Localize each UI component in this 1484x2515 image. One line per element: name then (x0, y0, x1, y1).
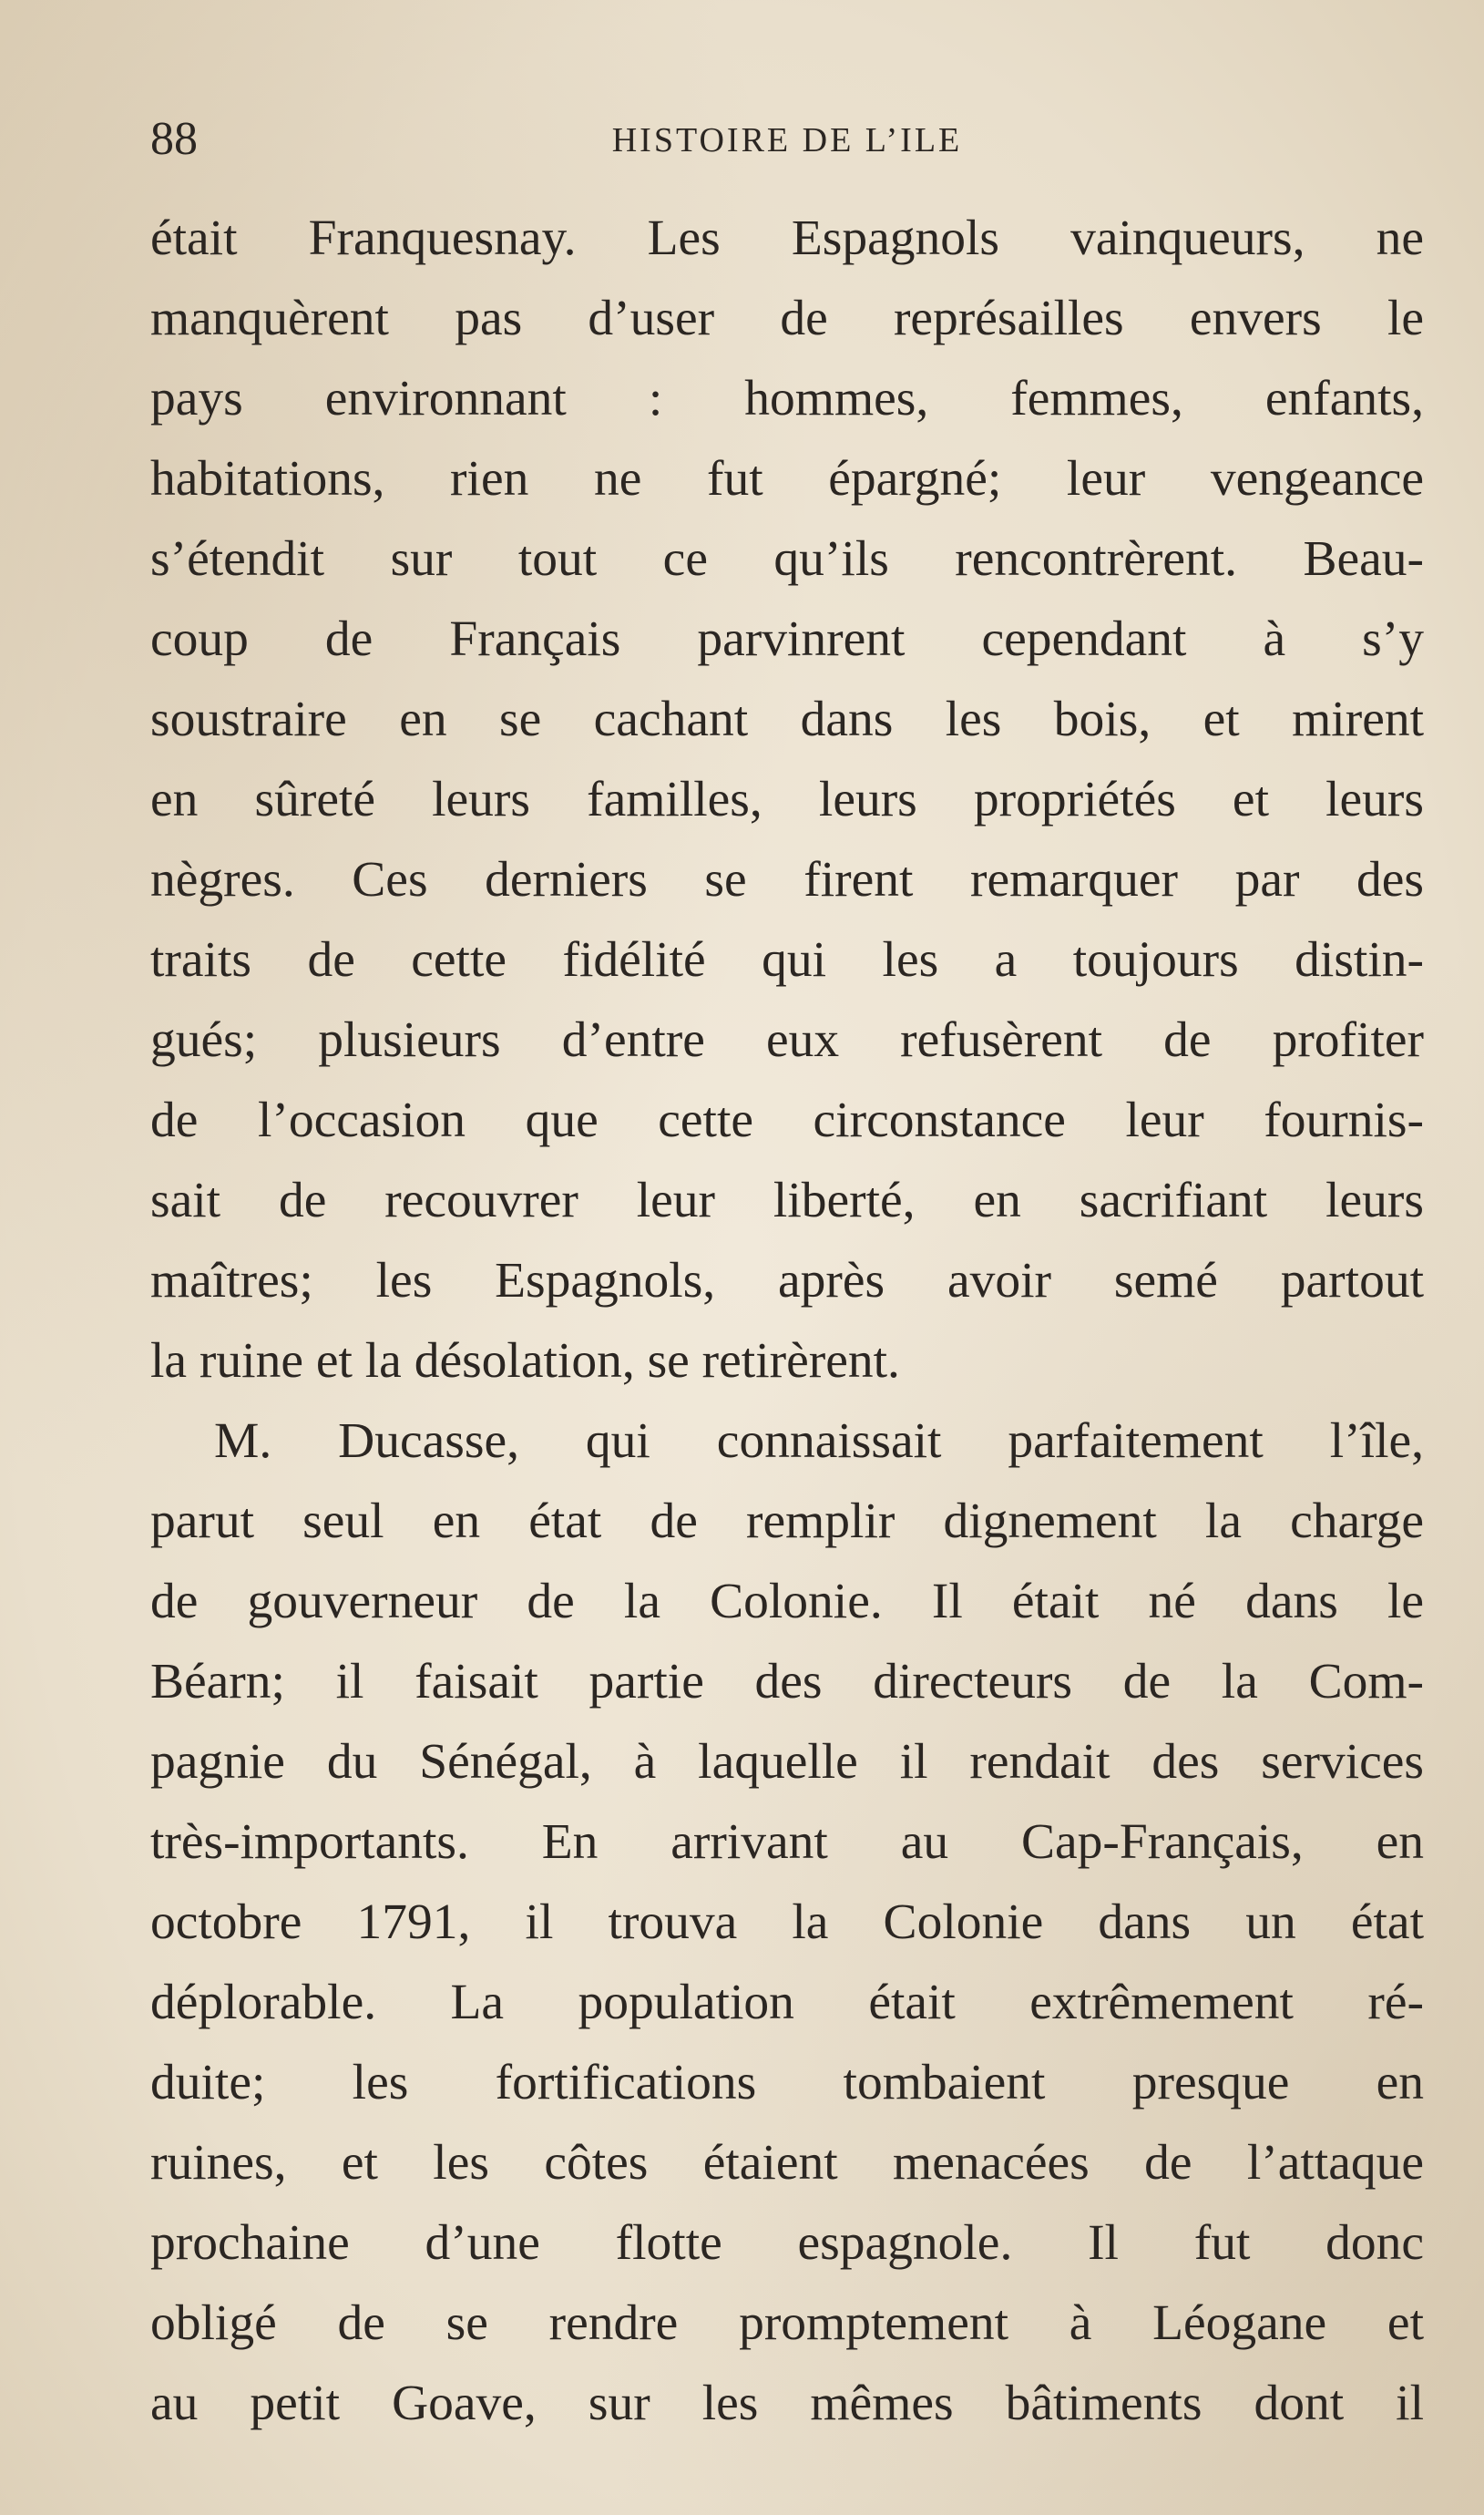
text-line: coup de Français parvinrent cependant à s’y (150, 611, 1424, 667)
text-line: obligé de se rendre promptement à Léogane et (150, 2295, 1424, 2351)
text-line: pays environnant : hommes, femmes, enfants, (150, 371, 1424, 426)
page-header (150, 108, 1424, 171)
page-number: 88 (150, 113, 198, 165)
text-line: M. Ducasse, qui connaissait parfaitement l’île, (214, 1413, 1424, 1469)
text-line: prochaine d’une flotte espagnole. Il fut donc (150, 2215, 1424, 2271)
text-line: la ruine et la désolation, se retirèrent. (150, 1333, 900, 1389)
text-line: pagnie du Sénégal, à laquelle il rendait des services (150, 1734, 1424, 1790)
text-line: gués; plusieurs d’entre eux refusèrent de profiter (150, 1012, 1424, 1068)
text-line: déplorable. La population était extrêmement ré- (150, 1975, 1424, 2030)
text-line: manquèrent pas d’user de représailles envers le (150, 291, 1424, 346)
text-line: était Franquesnay. Les Espagnols vainqueurs, ne (150, 210, 1424, 266)
text-line: maîtres; les Espagnols, après avoir semé partout (150, 1253, 1424, 1309)
text-line: habitations, rien ne fut épargné; leur vengeance (150, 451, 1424, 507)
text-line: parut seul en état de remplir dignement la charge (150, 1494, 1424, 1549)
text-line: ruines, et les côtes étaient menacées de l’attaque (150, 2135, 1424, 2191)
text-line: de l’occasion que cette circonstance leur fournis- (150, 1093, 1424, 1148)
text-line: s’étendit sur tout ce qu’ils rencontrèrent. Beau- (150, 531, 1424, 587)
text-line: nègres. Ces derniers se firent remarquer par des (150, 852, 1424, 908)
body-text (150, 199, 1424, 2444)
running-head: HISTOIRE DE L’ILE (611, 121, 963, 159)
text-line: au petit Goave, sur les mêmes bâtiments dont il (150, 2376, 1424, 2431)
text-line: très-importants. En arrivant au Cap-Français, en (150, 1814, 1424, 1870)
text-line: en sûreté leurs familles, leurs propriétés et leurs (150, 772, 1424, 827)
text-line: Béarn; il faisait partie des directeurs de la Com- (150, 1654, 1424, 1709)
text-line: traits de cette fidélité qui les a toujours distin- (150, 932, 1424, 988)
text-line: octobre 1791, il trouva la Colonie dans un état (150, 1894, 1424, 1950)
text-line: de gouverneur de la Colonie. Il était né dans le (150, 1574, 1424, 1629)
text-line: duite; les fortifications tombaient presque en (150, 2055, 1424, 2110)
text-line: soustraire en se cachant dans les bois, et mirent (150, 692, 1424, 747)
text-line: sait de recouvrer leur liberté, en sacrifiant leurs (150, 1173, 1424, 1228)
